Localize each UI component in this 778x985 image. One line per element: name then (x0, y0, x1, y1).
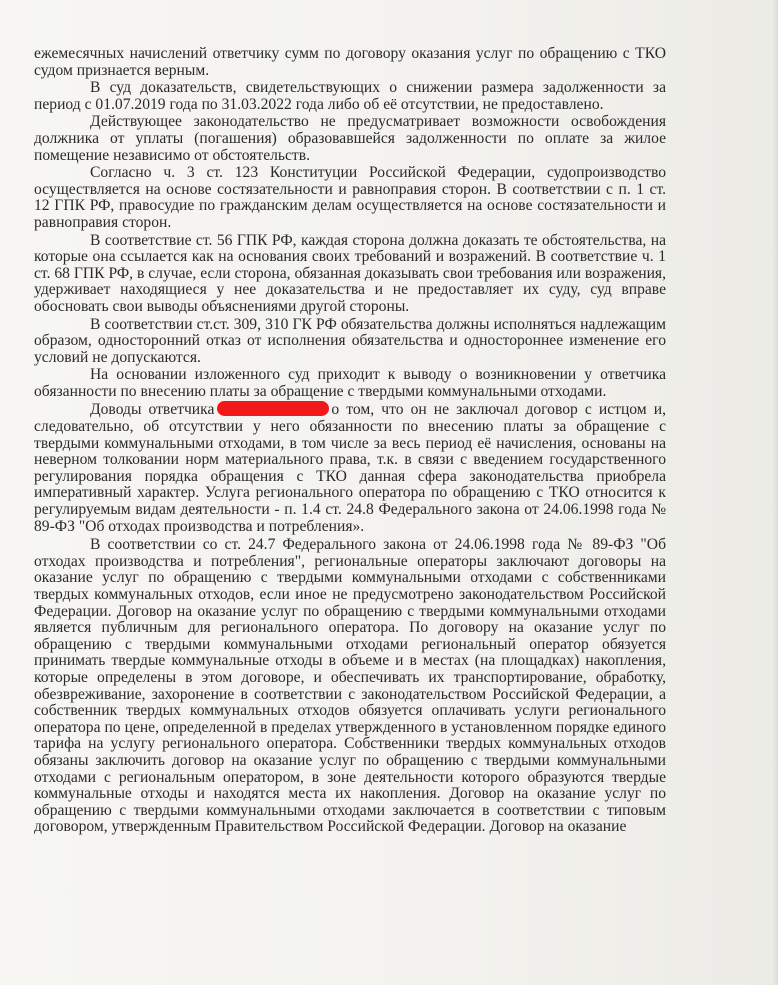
document-body (34, 46, 666, 837)
paragraph-gpk-56: В соответствие ст. 56 ГПК РФ, каждая сторона должна доказать те обстоятельства, на которые она ссылается как на основания своих требований и возражений. В соответствие ч. 1 ст. 68 ГПК РФ, в случае, если сторона, обязанная доказывать свои требования или возражения, удерживает находящиеся у нее доказательства и не предоставляет их суду, суд вправе обосновать свои выводы объяснениями другой стороны. (34, 231, 666, 315)
paragraph-defendant-arguments (34, 401, 666, 535)
paragraph-gk-309: В соответствии ст.ст. 309, 310 ГК РФ обязательства должны исполняться надлежащим образом, односторонний отказ от исполнения обязательства и одностороннее изменение его условий не допускаются. (34, 315, 666, 366)
paragraph-conclusion: На основании изложенного суд приходит к выводу о возникновении у ответчика обязанности по внесению платы за обращение с твердыми коммунальными отходами. (34, 366, 666, 400)
paragraph-law-no-exemption: Действующее законодательство не предусматривает возможности освобождения должника от уплаты (погашения) образовавшейся задолженности по оплате за жилое помещение независимо от обстоятельств. (34, 113, 666, 164)
paragraph-federal-law-24-7: В соответствии со ст. 24.7 Федерального закона от 24.06.1998 года № 89-ФЗ "Об отходах производства и потребления", региональные операторы заключают договоры на оказание услуг по обращению с твердыми коммунальными отходами с собственниками твердых коммунальных отходов, если иное не предусмотрено законодательством Российской Федерации. Договор на оказание услуг по обращению с твердыми коммунальными отходами является публичным для регионального оператора. По договору на оказание услуг по обращению с твердыми коммунальными отходами региональный оператор обязуется принимать твердые коммунальные отходы в объеме и в местах (на площадках) накопления, которые определены в этом договоре, и обеспечивать их транспортирование, обработку, обезвреживание, захоронение в соответствии с законодательством Российской Федерации, а собственник твердых коммунальных отходов обязуется оплачивать услуги регионального оператора по цене, определенной в пределах утвержденного в установленном порядке единого тарифа на услугу регионального оператора. Собственники твердых коммунальных отходов обязаны заключить договор на оказание услуг по обращению с твердыми коммунальными отходами с региональным оператором, в зоне деятельности которого образуются твердые коммунальные отходы и находятся места их накопления. Договор на оказание услуг по обращению с твердыми коммунальными отходами заключается в соответствии с типовым договором, утвержденным Правительством Российской Федерации. Договор на оказание (34, 536, 666, 836)
paragraph-constitution: Согласно ч. 3 ст. 123 Конституции Российской Федерации, судопроизводство осуществляется на основе состязательности и равноправия сторон. В соответствии с п. 1 ст. 12 ГПК РФ, правосудие по гражданским делам осуществляется на основе состязательности и равноправия сторон. (34, 164, 666, 231)
arguments-lead: Доводы ответчика (90, 401, 215, 419)
redaction-mark (217, 401, 329, 416)
paragraph-continuation: ежемесячных начислений ответчику сумм по договору оказания услуг по обращению с ТКО судом признается верным. (34, 45, 666, 79)
arguments-tail: о том, что он не заключал договор с истцом и, следовательно, об отсутствии у него обязанности по внесению платы за обращение с твердыми коммунальными отходами, в том числе за весь период её начисления, основаны на неверном толковании норм материального права, т.к. в связи с введением государственного регулирования порядка обращения с ТКО данная сфера законодательства приобрела императивный характер. Услуга регионального оператора по обращению с ТКО относится к регулируемым видам деятельности - п. 1.4 ст. 24.8 Федерального закона от 24.06.1998 года № 89-ФЗ "Об отходах производства и потребления». (34, 401, 667, 535)
page-edge-shadow (772, 0, 778, 985)
paragraph-evidence: В суд доказательств, свидетельствующих о снижении размера задолженности за период с 01.07.2019 года по 31.03.2022 года либо об её отсутствии, не предоставлено. (34, 79, 666, 113)
